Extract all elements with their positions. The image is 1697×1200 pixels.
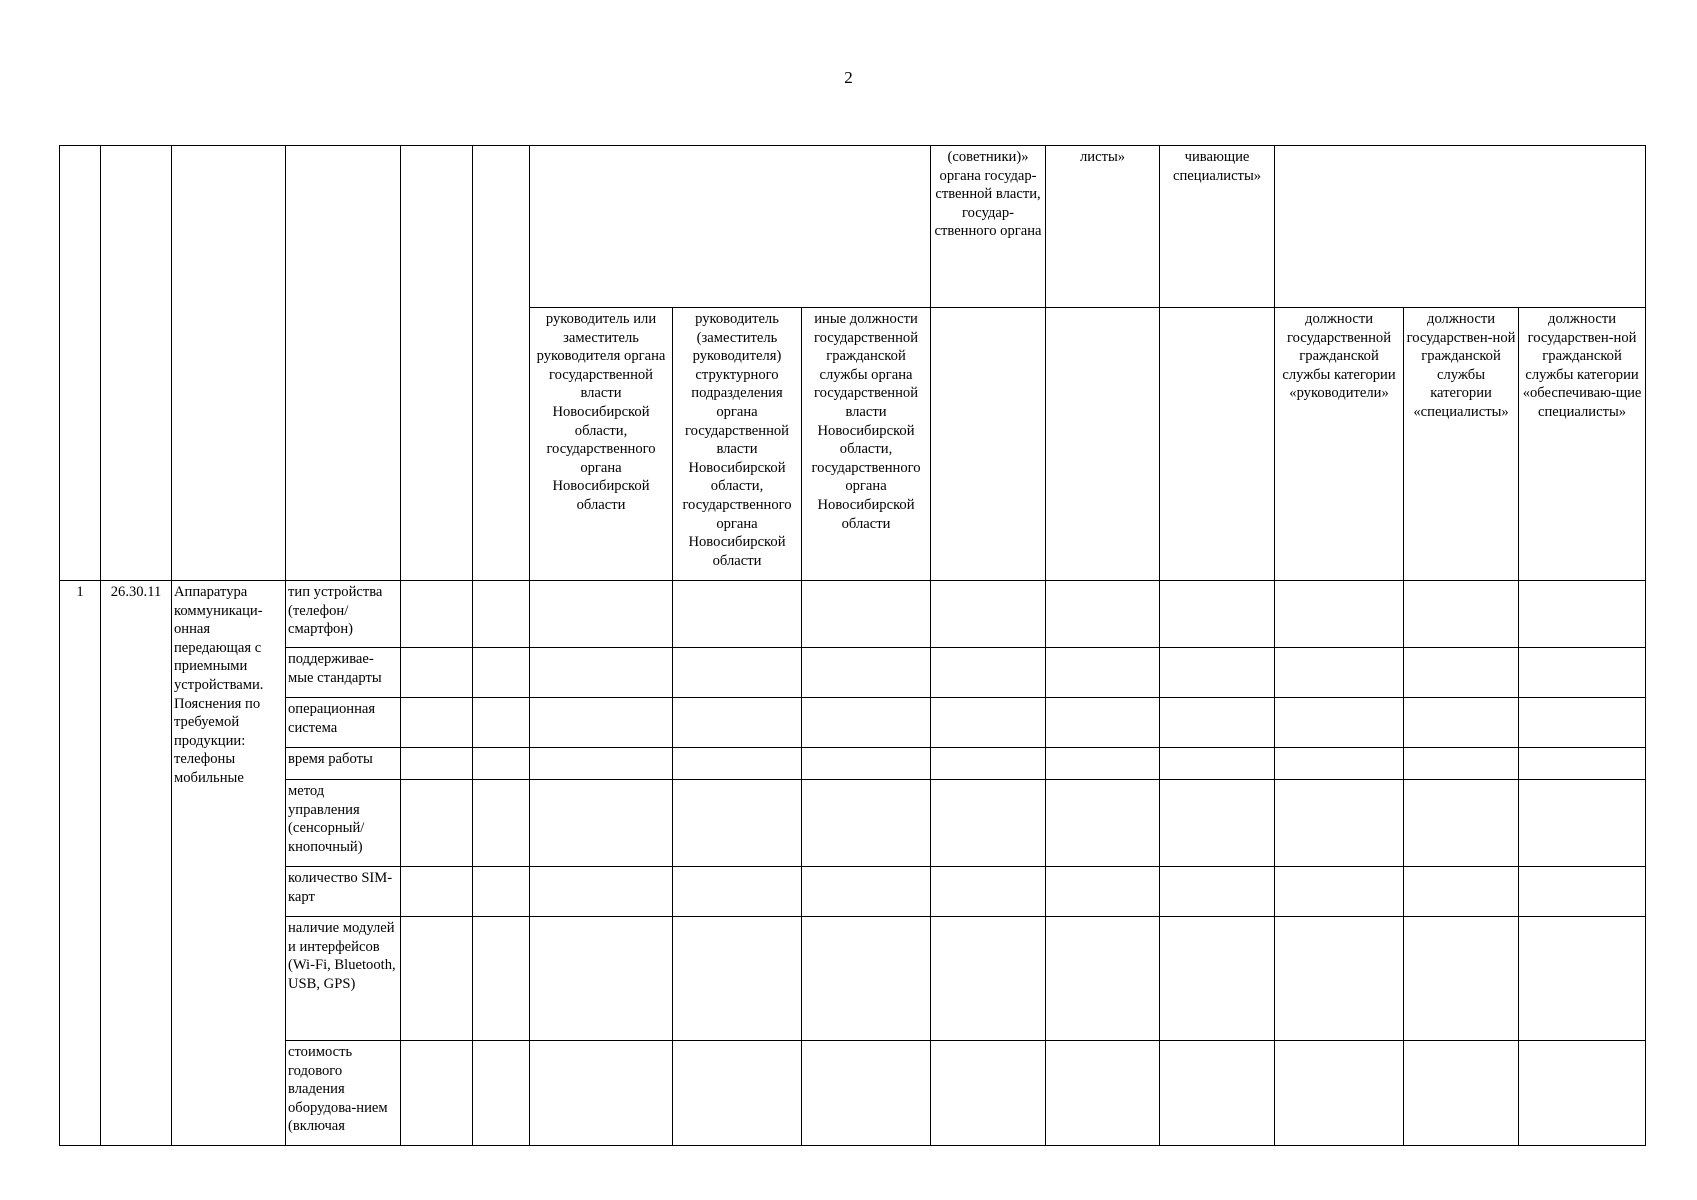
empty-cell: [931, 917, 1046, 1041]
empty-cell: [1404, 581, 1519, 648]
empty-cell: [673, 581, 802, 648]
table-row: [60, 748, 1646, 780]
header-cell-unit-name: [473, 146, 530, 581]
empty-cell: [1519, 917, 1646, 1041]
requirements-table: [59, 145, 1646, 1146]
subheader-cell-category-specialists: должности государствен-ной гражданской службы категории «специалисты»: [1404, 308, 1519, 581]
empty-cell: [673, 867, 802, 917]
empty-cell: [931, 581, 1046, 648]
empty-cell: [802, 1041, 931, 1146]
page-number: 2: [844, 68, 853, 87]
empty-cell: [1275, 748, 1404, 780]
empty-cell: [802, 780, 931, 867]
empty-cell: [802, 698, 931, 748]
empty-cell: [1275, 581, 1404, 648]
empty-cell: [530, 867, 673, 917]
empty-cell: [1275, 780, 1404, 867]
characteristic-cell: количество SIM-карт: [286, 867, 401, 917]
subheader-cell-head-of-division: руководитель (заместитель руководителя) структурного подразделения органа государственной власти Новосибирской области, государственного органа Новосибирской области: [673, 308, 802, 581]
characteristic-cell: операционная система: [286, 698, 401, 748]
empty-cell: [802, 648, 931, 698]
header-cell-code: [101, 146, 172, 581]
characteristic-cell: наличие модулей и интерфейсов (Wi-Fi, Bluetooth, USB, GPS): [286, 917, 401, 1041]
empty-cell: [401, 917, 473, 1041]
empty-cell: [401, 780, 473, 867]
empty-cell: [473, 867, 530, 917]
empty-cell: [1275, 698, 1404, 748]
empty-cell: [673, 748, 802, 780]
empty-cell: [931, 867, 1046, 917]
empty-cell: [1275, 917, 1404, 1041]
subheader-cell-head-of-body: руководитель или заместитель руководителя органа государственной власти Новосибирской области, государственного органа Новосибирской области: [530, 308, 673, 581]
header-cell-product: [172, 146, 286, 581]
empty-cell: [473, 648, 530, 698]
empty-cell: [1404, 867, 1519, 917]
empty-cell: [530, 698, 673, 748]
characteristic-cell: тип устройства (телефон/ смартфон): [286, 581, 401, 648]
table-row: [60, 648, 1646, 698]
empty-cell: [1046, 1041, 1160, 1146]
empty-cell: [931, 648, 1046, 698]
empty-cell: [1160, 698, 1275, 748]
table-row: [60, 917, 1646, 1041]
empty-cell: [1404, 780, 1519, 867]
empty-cell: [473, 581, 530, 648]
empty-cell: [401, 581, 473, 648]
empty-cell: [1275, 648, 1404, 698]
empty-cell: [1046, 648, 1160, 698]
empty-cell: [931, 748, 1046, 780]
empty-cell: [673, 780, 802, 867]
empty-cell: [530, 1041, 673, 1146]
table-row: [60, 698, 1646, 748]
empty-cell: [1046, 748, 1160, 780]
table-header-top-row: [60, 146, 1646, 308]
empty-cell: [673, 917, 802, 1041]
empty-cell: [931, 780, 1046, 867]
row-number: 1: [60, 581, 101, 1146]
empty-cell: [401, 748, 473, 780]
empty-cell: [1160, 917, 1275, 1041]
header-cell-characteristic: [286, 146, 401, 581]
empty-cell: [1404, 917, 1519, 1041]
empty-cell: [473, 698, 530, 748]
empty-cell: [1160, 780, 1275, 867]
empty-cell: [1519, 1041, 1646, 1146]
empty-cell: [673, 698, 802, 748]
empty-cell: [1519, 748, 1646, 780]
header-cell-support-specialists: чивающие специалисты»: [1160, 146, 1275, 308]
header-cell-group-2: [1275, 146, 1646, 308]
empty-cell: [1519, 581, 1646, 648]
table-row: [60, 1041, 1646, 1146]
empty-cell: [473, 780, 530, 867]
header-cell-advisers: (советники)» органа государ-ственной власти, государ-ственного органа: [931, 146, 1046, 308]
empty-cell: [802, 917, 931, 1041]
empty-cell: [530, 748, 673, 780]
empty-cell: [1519, 648, 1646, 698]
empty-cell: [530, 917, 673, 1041]
empty-cell: [1046, 780, 1160, 867]
table-row: [60, 780, 1646, 867]
empty-cell: [1519, 867, 1646, 917]
header-cell-number: [60, 146, 101, 581]
empty-cell: [473, 917, 530, 1041]
empty-cell: [1519, 698, 1646, 748]
empty-cell: [473, 748, 530, 780]
empty-cell: [1404, 648, 1519, 698]
subheader-cell-category-support: должности государствен-ной гражданской службы категории «обеспечиваю-щие специалисты»: [1519, 308, 1646, 581]
subheader-cell-empty: [931, 308, 1046, 581]
empty-cell: [1519, 780, 1646, 867]
empty-cell: [1275, 867, 1404, 917]
empty-cell: [1160, 748, 1275, 780]
table-row: [60, 581, 1646, 648]
empty-cell: [1404, 698, 1519, 748]
empty-cell: [802, 748, 931, 780]
empty-cell: [673, 1041, 802, 1146]
empty-cell: [1404, 1041, 1519, 1146]
empty-cell: [673, 648, 802, 698]
subheader-cell-empty: [1160, 308, 1275, 581]
empty-cell: [530, 581, 673, 648]
subheader-cell-other-positions: иные должности государственной гражданской службы органа государственной власти Новосибирской области, государственного органа Новосибирской области: [802, 308, 931, 581]
header-cell-group-1: [530, 146, 931, 308]
empty-cell: [802, 867, 931, 917]
empty-cell: [401, 1041, 473, 1146]
empty-cell: [401, 698, 473, 748]
empty-cell: [931, 1041, 1046, 1146]
table-row: [60, 867, 1646, 917]
empty-cell: [1160, 867, 1275, 917]
empty-cell: [1160, 1041, 1275, 1146]
empty-cell: [931, 698, 1046, 748]
subheader-cell-empty: [1046, 308, 1160, 581]
empty-cell: [1160, 648, 1275, 698]
empty-cell: [473, 1041, 530, 1146]
characteristic-cell: время работы: [286, 748, 401, 780]
row-product-name: Аппаратура коммуникаци-онная передающая с приемными устройствами. Пояснения по требуемой продукции: телефоны мобильные: [172, 581, 286, 1146]
empty-cell: [530, 648, 673, 698]
subheader-cell-category-heads: должности государственной гражданской службы категории «руководители»: [1275, 308, 1404, 581]
header-cell-specialists: листы»: [1046, 146, 1160, 308]
header-cell-unit-code: [401, 146, 473, 581]
empty-cell: [530, 780, 673, 867]
empty-cell: [1046, 698, 1160, 748]
empty-cell: [1046, 867, 1160, 917]
empty-cell: [802, 581, 931, 648]
empty-cell: [1046, 917, 1160, 1041]
empty-cell: [1275, 1041, 1404, 1146]
characteristic-cell: поддерживае-мые стандарты: [286, 648, 401, 698]
empty-cell: [1046, 581, 1160, 648]
empty-cell: [401, 648, 473, 698]
row-code: 26.30.11: [101, 581, 172, 1146]
characteristic-cell: стоимость годового владения оборудова-нием (включая: [286, 1041, 401, 1146]
empty-cell: [1160, 581, 1275, 648]
characteristic-cell: метод управления (сенсорный/ кнопочный): [286, 780, 401, 867]
empty-cell: [1404, 748, 1519, 780]
empty-cell: [401, 867, 473, 917]
